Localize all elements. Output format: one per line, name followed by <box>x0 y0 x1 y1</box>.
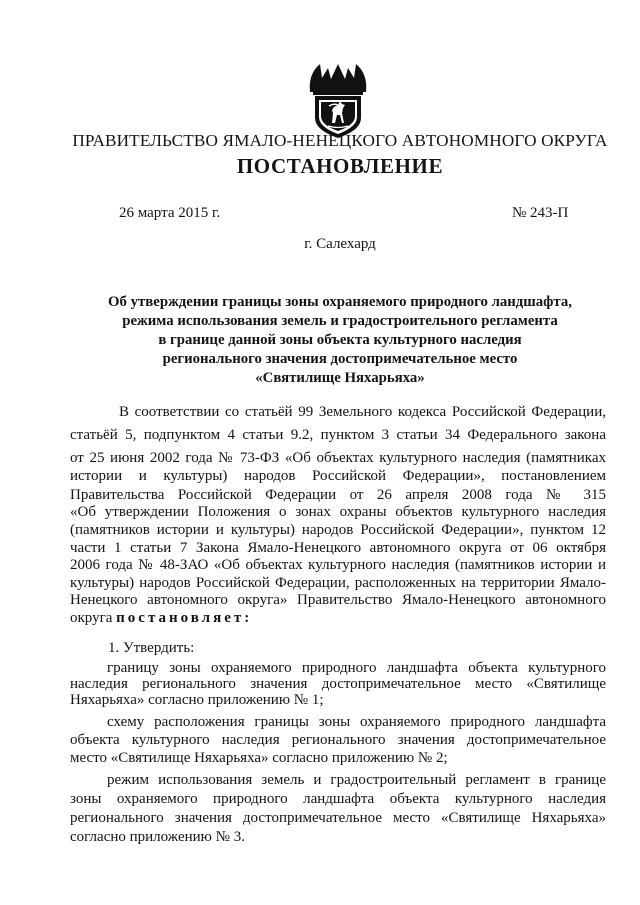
item-line: зоны охраняемого природного ландшафта объекта культурного наследия <box>70 791 606 807</box>
document-type-title: ПОСТАНОВЛЕНИЕ <box>236 154 444 178</box>
subject-line: режима использования земель и градостроительного регламента <box>122 313 558 329</box>
subject-line: регионального значения достопримечательное место <box>162 351 518 367</box>
document-subject <box>70 293 610 388</box>
document-number: № 243-П <box>512 205 569 221</box>
document-date: 26 марта 2015 г. <box>119 205 221 221</box>
decree-word: постановляет: <box>116 610 253 626</box>
item-line: объекта культурного наследия регионального значения достопримечательное <box>70 732 606 748</box>
item-line: место «Святилище Няхарьяха» согласно приложению № 2; <box>70 750 448 766</box>
preamble-line: «Об утверждении Положения о зонах охраны объектов культурного наследия <box>70 504 606 520</box>
preamble-line: части 1 статьи 7 Закона Ямало-Ненецкого автономного округа от 06 октября <box>70 540 606 556</box>
document-place: г. Салехард <box>304 236 376 252</box>
preamble-line: от 25 июня 2002 года № 73-ФЗ «Об объектах культурного наследия (памятниках <box>70 450 606 466</box>
preamble-line: 2006 года № 48-ЗАО «Об объектах культурного наследия (памятников истории и <box>70 557 606 573</box>
subject-line: в границе данной зоны объекта культурного наследия <box>158 332 522 348</box>
preamble-line: Правительства Российской Федерации от 26 апреля 2008 года № 315 <box>70 487 606 503</box>
item-line: схему расположения границы зоны охраняемого природного ландшафта <box>107 714 606 730</box>
preamble-line: статьёй 5, подпунктом 4 статьи 9.2, пунктом 3 статьи 34 Федерального закона <box>70 427 606 443</box>
item-line: регионального значения достопримечательное место «Святилище Няхарьяха» <box>70 810 606 826</box>
coat-of-arms-emblem <box>297 58 379 140</box>
government-name: ПРАВИТЕЛЬСТВО ЯМАЛО-НЕНЕЦКОГО АВТОНОМНОГО ОКРУГА <box>72 131 608 150</box>
item-line: границу зоны охраняемого природного ландшафта объекта культурного <box>107 660 606 676</box>
preamble-line: истории и культуры) народов Российской Федерации», постановлением <box>70 468 606 484</box>
subject-line: «Святилище Няхарьяха» <box>255 370 425 386</box>
item-line: согласно приложению № 3. <box>70 829 245 845</box>
item-title: 1. Утвердить: <box>108 640 195 656</box>
preamble-line: В соответствии со статьёй 99 Земельного кодекса Российской Федерации, <box>119 404 606 420</box>
preamble-line: культуры) народов Российской Федерации, расположенных на территории Ямало- <box>70 575 606 591</box>
item-line: режим использования земель и градостроительный регламент в границе <box>107 772 606 788</box>
subject-line: Об утверждении границы зоны охраняемого природного ландшафта, <box>108 294 572 310</box>
item-line: Няхарьяха» согласно приложению № 1; <box>70 692 324 708</box>
item-line: наследия регионального значения достопримечательное место «Святилище <box>70 676 606 692</box>
preamble-line: Ненецкого автономного округа» Правительство Ямало-Ненецкого автономного <box>70 592 606 608</box>
preamble-line: (памятников истории и культуры) народов Российской Федерации», пунктом 12 <box>70 522 606 538</box>
preamble-last-prefix: округа <box>70 610 117 626</box>
preamble-last-line <box>70 610 252 627</box>
